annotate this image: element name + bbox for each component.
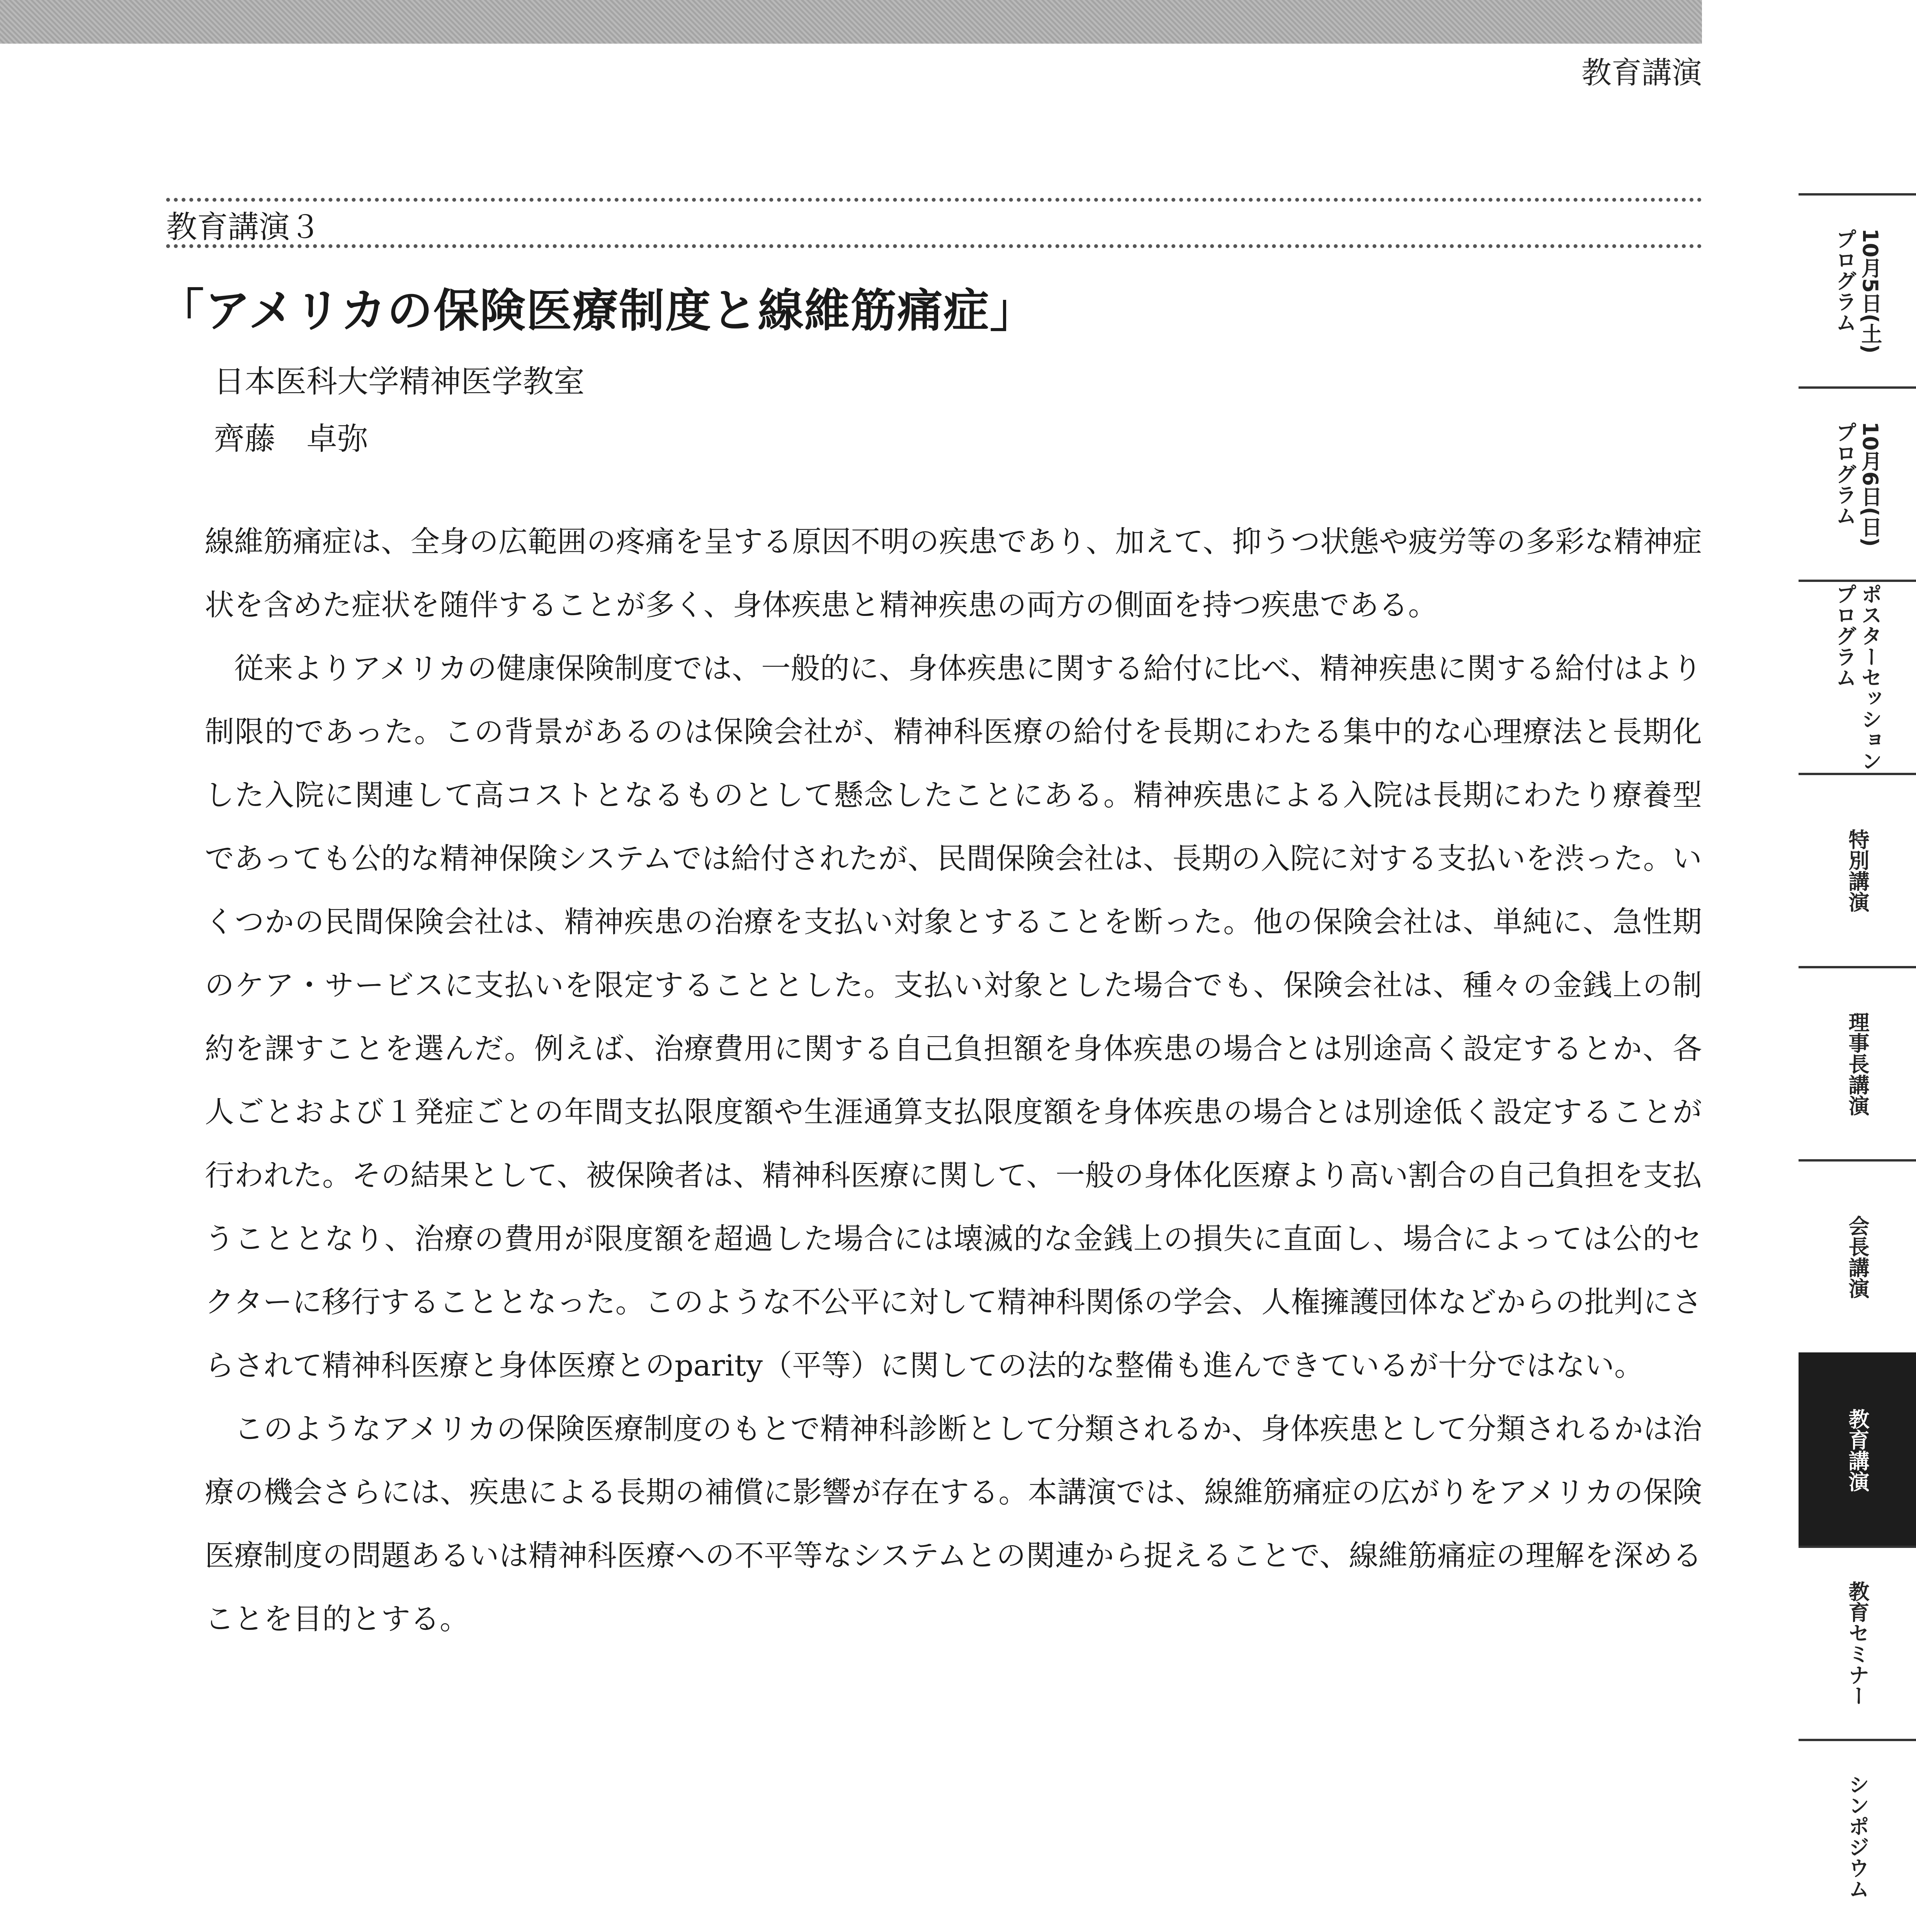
- tab-poster-program[interactable]: [1799, 580, 1916, 773]
- author-name: 齊藤 卓弥: [214, 421, 368, 457]
- tab-educational-seminar[interactable]: [1799, 1546, 1916, 1739]
- tab-symposium[interactable]: [1799, 1739, 1916, 1932]
- tab-label: 教育講演: [1845, 1408, 1870, 1492]
- tab-label: 特別講演: [1845, 829, 1870, 912]
- header-bar: [0, 0, 1702, 44]
- tab-label: 理事長講演: [1845, 1012, 1870, 1116]
- tab-label: 10月6日(日) プログラム: [1833, 421, 1882, 547]
- author-affiliation: 日本医科大学精神医学教室: [214, 364, 585, 400]
- divider-bottom: [166, 244, 1702, 248]
- tab-label: シンポジウム: [1845, 1774, 1870, 1899]
- tab-label: 10月5日(土) プログラム: [1833, 228, 1882, 354]
- tab-label: 会長講演: [1845, 1215, 1870, 1299]
- tab-president-lecture[interactable]: [1799, 1159, 1916, 1352]
- section-index-tabs: [1799, 0, 1916, 1932]
- tab-oct6-program[interactable]: [1799, 386, 1916, 580]
- abstract-paragraph: 従来よりアメリカの健康保険制度では、一般的に、身体疾患に関する給付に比べ、精神疾患に関する給付はより制限的であった。この背景があるのは保険会社が、精神科医療の給付を長期にわたる集中的な心理療法と長期化した入院に関連して高コストとなるものとして懸念したことにある。精神疾患による入院は長期にわたり療養型であっても公的な精神保険システムでは給付されたが、民間保険会社は、長期の入院に対する支払いを渋った。いくつかの民間保険会社は、精神疾患の治療を支払い対象とすることを断った。他の保険会社は、単純に、急性期のケア・サービスに支払いを限定することとした。支払い対象とした場合でも、保険会社は、種々の金銭上の制約を課すことを選んだ。例えば、治療費用に関する自己負担額を身体疾患の場合とは別途高く設定するとか、各人ごとおよび１発症ごとの年間支払限度額や生涯通算支払限度額を身体疾患の場合とは別途低く設定することが行われた。その結果として、被保険者は、精神科医療に関して、一般の身体化医療より高い割合の自己負担を支払うこととなり、治療の費用が限度額を超過した場合には壊滅的な金銭上の損失に直面し、場合によっては公的セクターに移行することとなった。このような不公平に対して精神科関係の学会、人権擁護団体などからの批判にさらされて精神科医療と身体医療とのparity（平等）に関しての法的な整備も進んできているが十分ではない。: [205, 651, 1702, 1383]
- header-section-label: 教育講演: [1581, 56, 1702, 90]
- tab-oct5-program[interactable]: [1799, 193, 1916, 386]
- tab-special-lecture[interactable]: [1799, 773, 1916, 966]
- abstract-body: [205, 510, 1702, 1651]
- lecture-title: 「アメリカの保険医療制度と線維筋痛症」: [158, 284, 1036, 337]
- tab-chairman-lecture[interactable]: [1799, 966, 1916, 1159]
- divider-top: [166, 198, 1702, 202]
- abstract-paragraph: 線維筋痛症は、全身の広範囲の疼痛を呈する原因不明の疾患であり、加えて、抑うつ状態や疲労等の多彩な精神症状を含めた症状を随伴することが多く、身体疾患と精神疾患の両方の側面を持つ疾患である。: [205, 524, 1702, 622]
- lecture-number: 教育講演３: [166, 209, 321, 245]
- tab-label: ポスターセッション プログラム: [1833, 583, 1882, 771]
- tab-label: 教育セミナー: [1845, 1581, 1870, 1706]
- abstract-paragraph: このようなアメリカの保険医療制度のもとで精神科診断として分類されるか、身体疾患として分類されるかは治療の機会さらには、疾患による長期の補償に影響が存在する。本講演では、線維筋痛症の広がりをアメリカの保険医療制度の問題あるいは精神科医療への不平等なシステムとの関連から捉えることで、線維筋痛症の理解を深めることを目的とする。: [205, 1412, 1702, 1636]
- tab-educational-lecture[interactable]: [1799, 1352, 1916, 1546]
